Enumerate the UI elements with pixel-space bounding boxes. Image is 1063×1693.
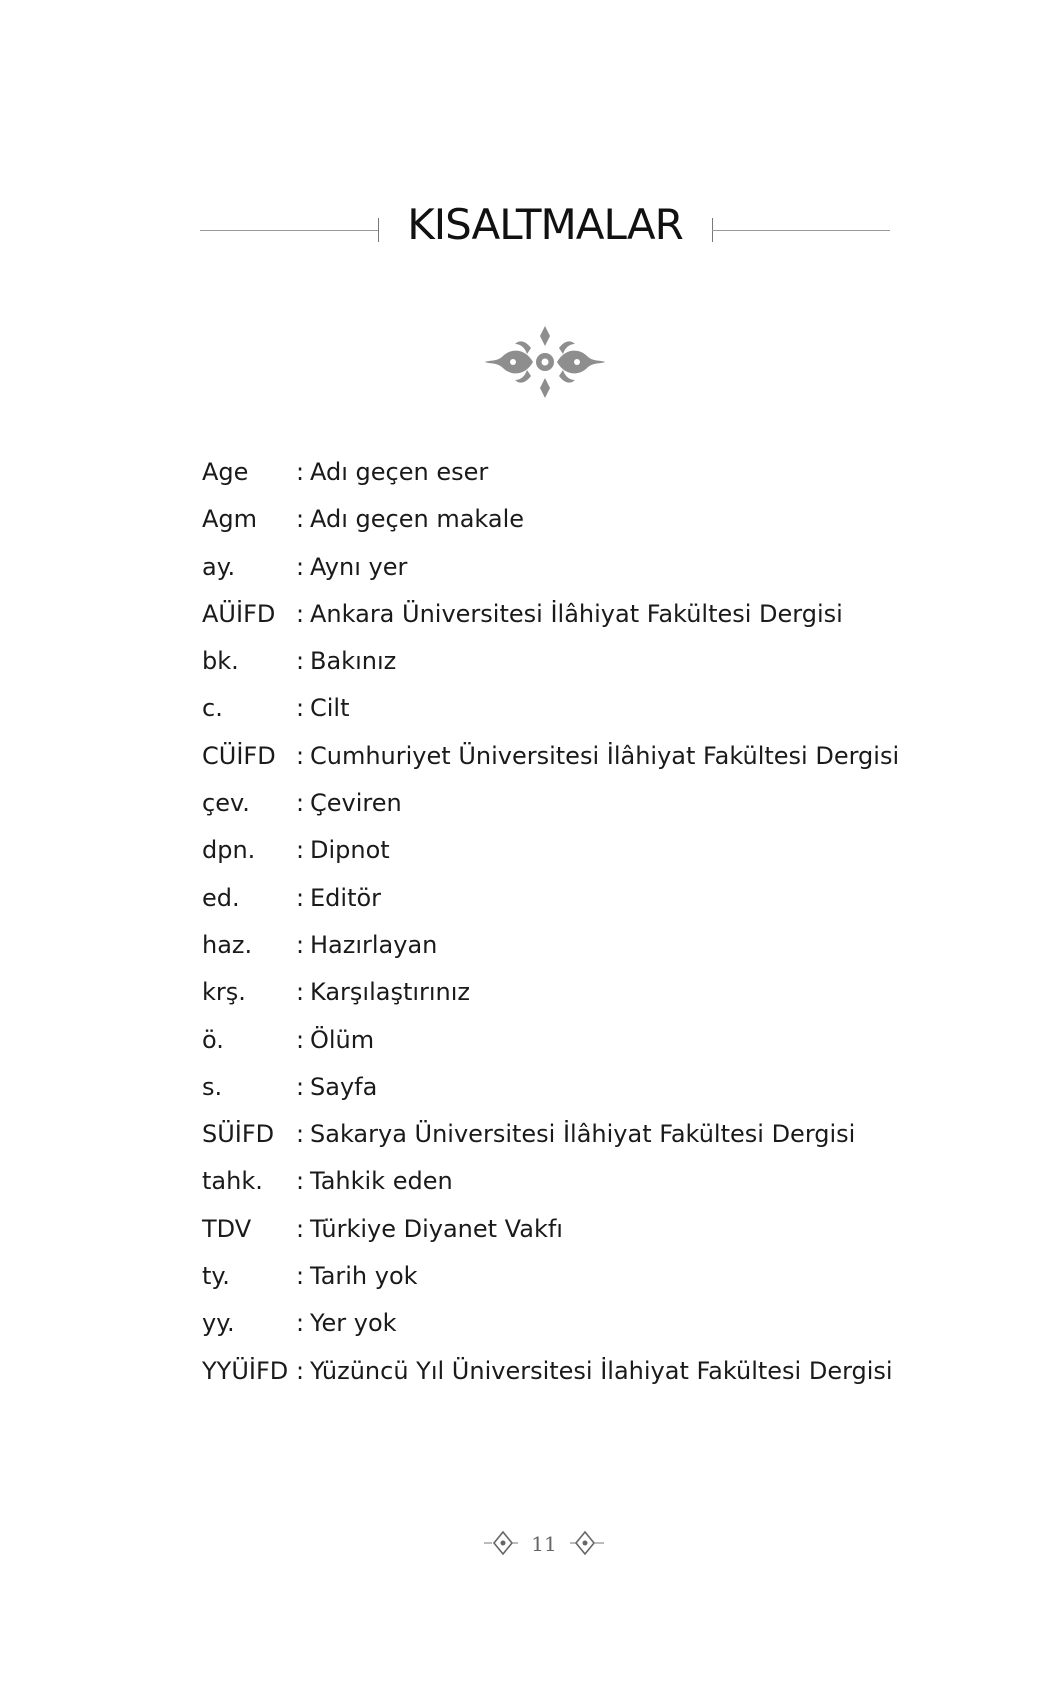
separator-colon: : (296, 1262, 305, 1291)
abbreviation-meaning: Sakarya Üniversitesi İlâhiyat Fakültesi Dergisi (310, 1120, 856, 1149)
abbreviation-term: c. (202, 694, 223, 723)
floral-arabesque-icon (485, 326, 605, 398)
abbreviation-row (202, 931, 902, 978)
abbreviation-row (202, 1026, 902, 1073)
separator-colon: : (296, 789, 305, 818)
abbreviation-meaning: Cumhuriyet Üniversitesi İlâhiyat Fakültesi Dergisi (310, 741, 900, 770)
separator-colon: : (296, 458, 305, 486)
separator-colon: : (296, 1025, 305, 1054)
abbreviation-meaning: Ölüm (310, 1025, 375, 1054)
abbreviation-row (202, 1357, 902, 1404)
separator-colon: : (296, 883, 305, 912)
abbreviation-term: TDV (202, 1214, 252, 1243)
separator-colon: : (296, 599, 305, 628)
abbreviation-row (202, 505, 902, 552)
abbreviation-row (202, 789, 902, 836)
title-left-rule (200, 230, 378, 231)
abbreviation-term: dpn. (202, 836, 256, 865)
separator-colon: : (296, 1309, 305, 1338)
abbreviation-meaning: Ankara Üniversitesi İlâhiyat Fakültesi Dergisi (310, 599, 843, 628)
abbreviation-term: yy. (202, 1309, 235, 1338)
abbreviation-list (202, 458, 902, 1404)
abbreviation-term: haz. (202, 930, 253, 959)
separator-colon: : (296, 1214, 305, 1243)
abbreviation-meaning: Tahkik eden (310, 1167, 453, 1196)
abbreviation-row (202, 1262, 902, 1309)
abbreviation-term: Agm (202, 505, 258, 534)
page-number: 11 (531, 1532, 557, 1556)
abbreviation-term: SÜİFD (202, 1120, 275, 1149)
page-footer (484, 1525, 604, 1561)
abbreviation-term: bk. (202, 647, 239, 676)
abbreviation-meaning: Cilt (310, 694, 350, 723)
separator-colon: : (296, 930, 305, 959)
abbreviation-row (202, 742, 902, 789)
separator-colon: : (296, 741, 305, 770)
separator-colon: : (296, 505, 305, 534)
separator-colon: : (296, 978, 305, 1007)
separator-colon: : (296, 1072, 305, 1101)
abbreviation-row (202, 1120, 902, 1167)
abbreviation-meaning: Karşılaştırınız (310, 978, 471, 1007)
abbreviation-row (202, 553, 902, 600)
abbreviation-row (202, 1073, 902, 1120)
page-title: KISALTMALAR (407, 200, 683, 249)
abbreviation-meaning: Dipnot (310, 836, 390, 865)
abbreviation-term: çev. (202, 789, 250, 818)
title-header (200, 196, 890, 266)
separator-colon: : (296, 1356, 305, 1385)
abbreviation-term: Age (202, 458, 249, 486)
abbreviation-term: ö. (202, 1025, 224, 1054)
abbreviation-meaning: Hazırlayan (310, 930, 438, 959)
abbreviation-row (202, 694, 902, 741)
abbreviation-meaning: Yüzüncü Yıl Üniversitesi İlahiyat Fakültesi Dergisi (310, 1356, 893, 1385)
abbreviation-meaning: Türkiye Diyanet Vakfı (310, 1214, 563, 1243)
abbreviation-term: CÜİFD (202, 741, 276, 770)
diamond-ornament-icon (570, 1529, 604, 1557)
abbreviation-meaning: Yer yok (310, 1309, 397, 1338)
abbreviation-term: ay. (202, 552, 236, 581)
abbreviation-row (202, 884, 902, 931)
abbreviation-meaning: Sayfa (310, 1072, 378, 1101)
abbreviation-meaning: Editör (310, 883, 382, 912)
separator-colon: : (296, 647, 305, 676)
abbreviation-term: s. (202, 1072, 223, 1101)
abbreviation-meaning: Çeviren (310, 789, 402, 818)
abbreviation-meaning: Tarih yok (310, 1262, 418, 1291)
abbreviation-meaning: Adı geçen eser (310, 458, 489, 486)
abbreviation-term: ed. (202, 883, 240, 912)
abbreviation-row (202, 836, 902, 883)
separator-colon: : (296, 552, 305, 581)
abbreviation-row (202, 647, 902, 694)
separator-colon: : (296, 836, 305, 865)
abbreviation-row (202, 978, 902, 1025)
title-right-rule (712, 230, 890, 231)
abbreviation-meaning: Bakınız (310, 647, 397, 676)
abbreviation-term: ty. (202, 1262, 230, 1291)
abbreviation-term: tahk. (202, 1167, 263, 1196)
abbreviation-meaning: Adı geçen makale (310, 505, 525, 534)
abbreviation-term: krş. (202, 978, 246, 1007)
diamond-ornament-icon (484, 1529, 518, 1557)
separator-colon: : (296, 1120, 305, 1149)
abbreviation-row (202, 458, 902, 505)
abbreviation-row (202, 1309, 902, 1356)
abbreviation-row (202, 600, 902, 647)
abbreviation-term: AÜİFD (202, 599, 276, 628)
separator-colon: : (296, 1167, 305, 1196)
separator-colon: : (296, 694, 305, 723)
abbreviation-term: YYÜİFD (202, 1356, 289, 1385)
abbreviation-row (202, 1215, 902, 1262)
abbreviation-meaning: Aynı yer (310, 552, 408, 581)
abbreviation-row (202, 1167, 902, 1214)
